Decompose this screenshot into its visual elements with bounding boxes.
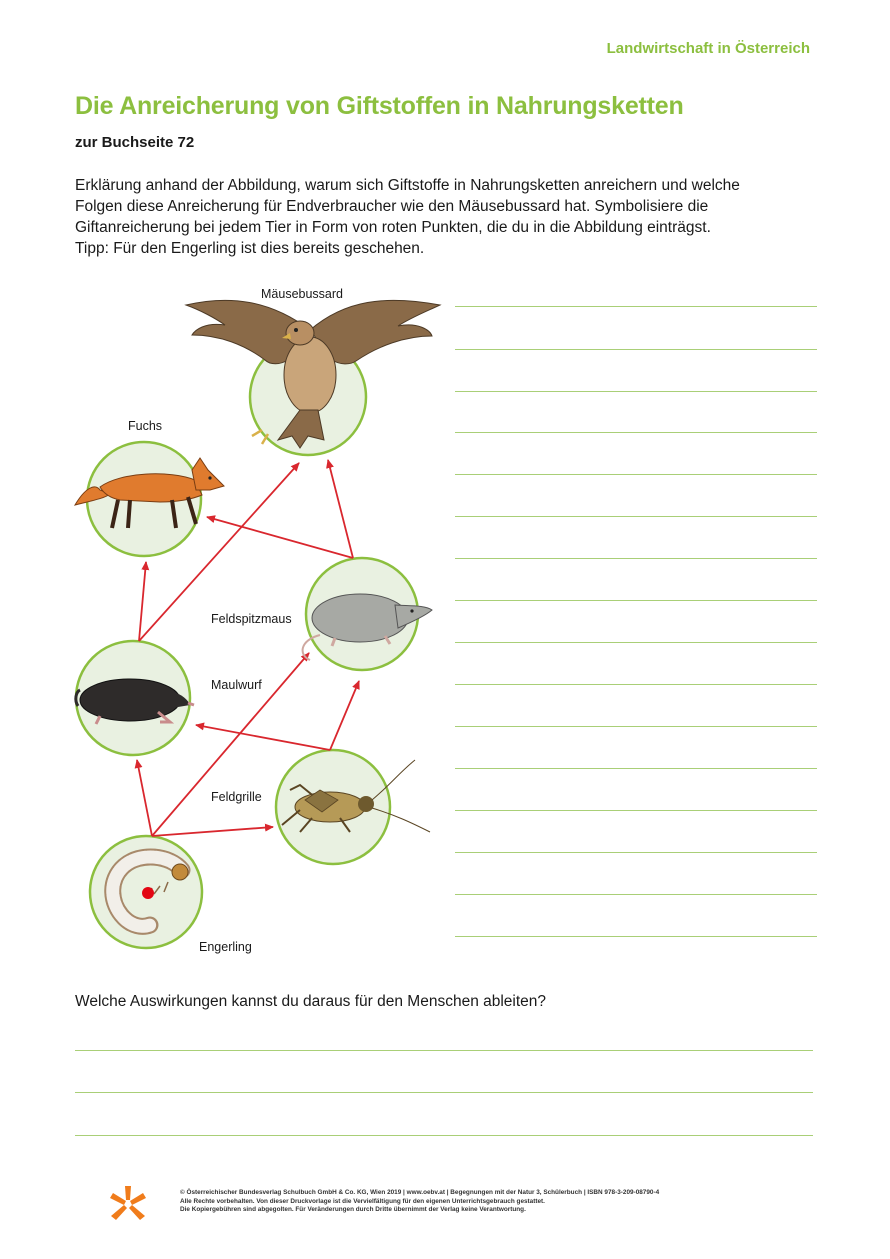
food-chain-diagram [0,275,450,975]
label-mole: Maulwurf [211,678,262,692]
label-shrew: Feldspitzmaus [211,612,292,626]
writing-line[interactable] [455,349,817,350]
copyright-line: Alle Rechte vorbehalten. Von dieser Druckvorlage ist die Vervielfältigung für den eigenen Unterrichtsgebrauch gestattet. [180,1197,545,1205]
writing-line[interactable] [455,306,817,307]
question-text: Welche Auswirkungen kannst du daraus für den Menschen ableiten? [75,993,547,1010]
label-grub: Engerling [199,940,252,954]
instructions-text [75,175,820,259]
buzzard-illustration [186,300,440,448]
writing-line[interactable] [455,726,817,727]
writing-line[interactable] [455,474,817,475]
copyright-notice [180,1189,740,1215]
worksheet-title: Die Anreicherung von Giftstoffen in Nahrungsketten [75,92,684,120]
worksheet-subtitle: zur Buchseite 72 [75,134,195,151]
writing-line[interactable] [455,852,817,853]
answer-line[interactable] [75,1050,813,1051]
answer-line[interactable] [75,1135,813,1136]
writing-line[interactable] [455,894,817,895]
arrow-cricket-to-shrew [330,681,359,750]
arrow-grub-to-mole [137,760,152,836]
arrow-shrew-to-buzzard [328,460,353,558]
writing-line[interactable] [455,642,817,643]
answer-line[interactable] [75,1092,813,1093]
writing-line[interactable] [455,810,817,811]
writing-line[interactable] [455,936,817,937]
publisher-logo-icon [108,1184,148,1224]
instructions-line: Giftanreicherung bei jedem Tier in Form von roten Punkten, die du in die Abbildung einträgst. [75,219,711,236]
copyright-line: Die Kopiergebühren sind abgegolten. Für Veränderungen durch Dritte übernimmt der Verlag keine Verantwortung. [180,1206,526,1213]
writing-line[interactable] [455,600,817,601]
label-fox: Fuchs [128,419,163,433]
label-cricket: Feldgrille [211,790,262,804]
arrow-mole-to-fox [139,562,146,641]
writing-line[interactable] [455,558,817,559]
arrow-shrew-to-fox [207,517,353,558]
writing-line[interactable] [455,768,817,769]
arrow-grub-to-cricket [152,827,273,836]
arrow-cricket-to-mole [196,725,330,750]
writing-line[interactable] [455,516,817,517]
writing-line[interactable] [455,432,817,433]
instructions-line: Erklärung anhand der Abbildung, warum sich Giftstoffe in Nahrungsketten anreichern und welche [75,177,740,194]
instructions-line: Tipp: Für den Engerling ist dies bereits geschehen. [75,240,425,257]
poison-dot [142,887,154,899]
section-header: Landwirtschaft in Österreich [606,40,810,57]
label-buzzard: Mäusebussard [261,287,343,301]
writing-line[interactable] [455,684,817,685]
copyright-line: © Österreichischer Bundesverlag Schulbuch GmbH & Co. KG, Wien 2019 | www.oebv.at | Begegnungen mit der Natur 3, Schülerbuch | ISBN 978-3-209-08790-4 [180,1189,660,1196]
instructions-line: Folgen diese Anreicherung für Endverbraucher wie den Mäusebussard hat. Symbolisiere die [75,198,709,215]
writing-line[interactable] [455,391,817,392]
